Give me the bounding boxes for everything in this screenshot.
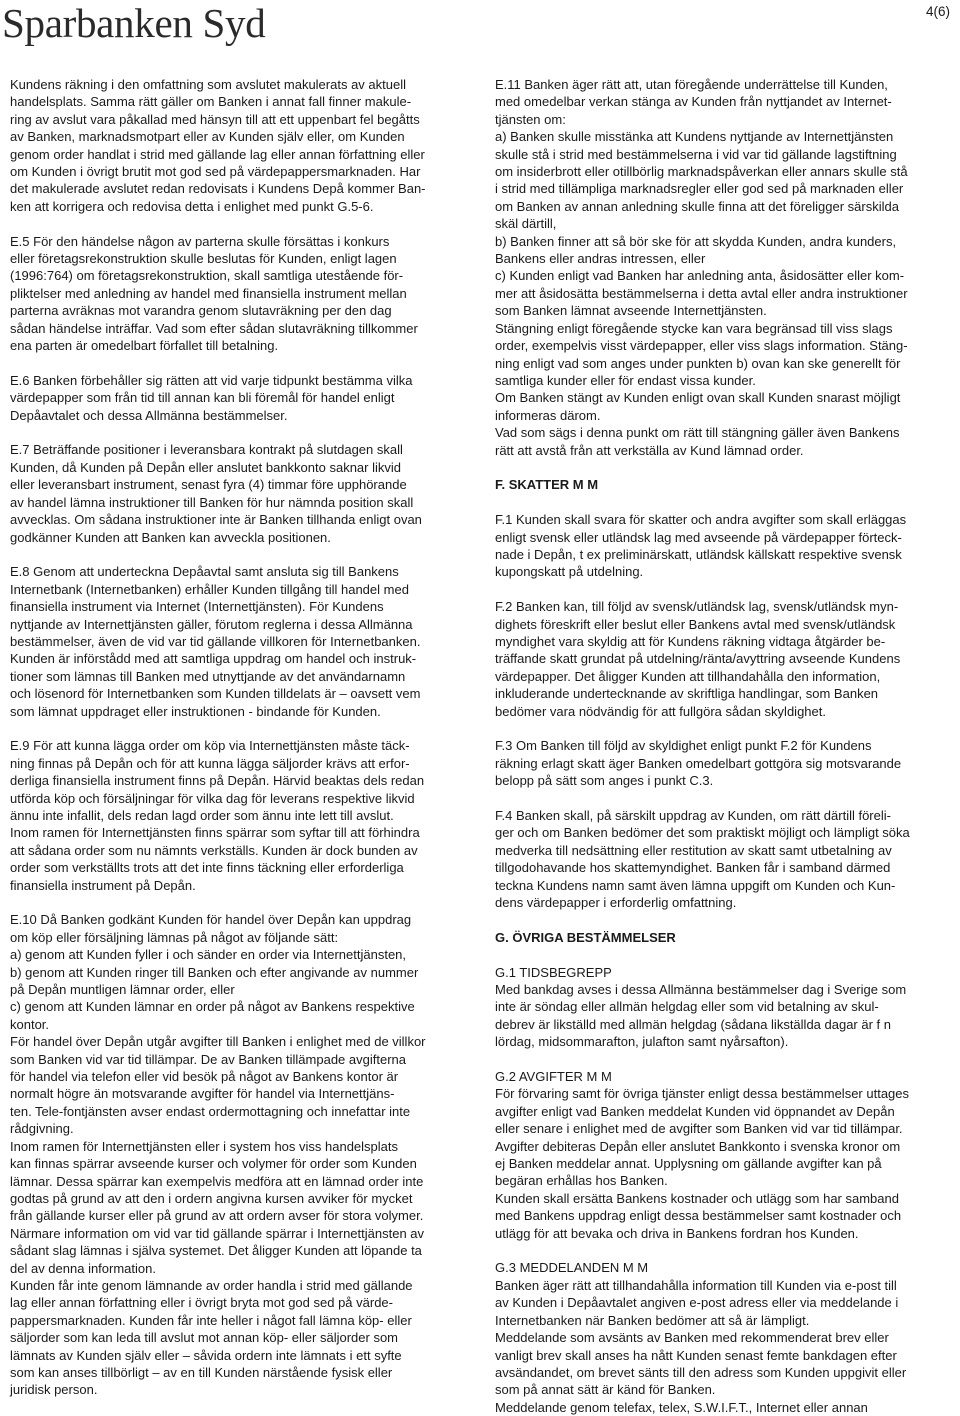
text-line: avsändandet, om brevet sänts till den adress som Kunden uppgivit eller xyxy=(495,1364,907,1380)
text-line: bedömer vara nödvändig för att fullgöra sådan skyldighet. xyxy=(495,703,826,719)
page-number: 4(6) xyxy=(925,4,950,19)
text-line: som Banken vid var tid tillämpar. De av Banken tillämpade avgifterna xyxy=(10,1051,406,1067)
text-line: del av denna information. xyxy=(10,1260,156,1276)
text-line: värdepapper. Det åligger Kunden att tillhandahålla den information, xyxy=(495,668,881,684)
text-line: som lämnat uppdraget eller instruktionen - bindande för Kunden. xyxy=(10,703,381,719)
text-line: avvecklas. Om sådana instruktioner inte är Banken tillhanda enligt ovan xyxy=(10,512,422,528)
text-line: Kundens räkning i den omfattning som avslutet makulerats av aktuell xyxy=(10,77,406,92)
text-line: och lösenord för Internetbanken som Kunden tilldelats är – oavsett vem xyxy=(10,686,421,702)
brand-logo: Sparbanken Syd xyxy=(2,0,266,46)
text-line: pliktelser med anledning av handel med finansiella instrument mellan xyxy=(10,285,407,301)
paragraph xyxy=(10,441,472,545)
text-line: belopp på sätt som anges i punkt C.3. xyxy=(495,773,714,789)
text-line: avgifter enligt vad Banken meddelat Kunden vid öppnandet av Depån xyxy=(495,1103,895,1119)
text-line: det makulerade avslutet redan redovisats i Kundens Depå kommer Ban- xyxy=(10,181,426,197)
text-line: kan finnas spärrar avseende kurser och volymer för order som Kunden xyxy=(10,1156,417,1172)
text-line: mer att åsidosätta bestämmelserna i detta avtal eller andra instruktioner xyxy=(495,285,908,301)
section-heading xyxy=(495,929,957,946)
text-line: (1996:764) om företagsrekonstruktion, skall samtliga utestående för- xyxy=(10,268,404,284)
text-line: c) Kunden enligt vad Banken har anledning anta, åsidosätter eller kom- xyxy=(495,268,905,284)
text-line: teckna Kundens namn samt även lämna uppgift om Kunden och Kun- xyxy=(495,877,896,893)
text-line: parterna avräknas mot varandra genom slutavräkning per den dag xyxy=(10,303,392,319)
paragraph xyxy=(495,76,957,459)
text-line: b) genom att Kunden ringer till Banken och efter angivande av nummer xyxy=(10,964,419,980)
text-line: Meddelande som avsänts av Banken med rekommenderat brev eller xyxy=(495,1330,889,1346)
text-line: order som verkställts trots att det inte finns täckning eller erforderliga xyxy=(10,860,404,876)
paragraph-gap xyxy=(10,546,472,563)
text-line: E.9 För att kunna lägga order om köp via Internettjänsten måste täck- xyxy=(10,738,410,754)
text-line: av handel lämna instruktioner till Banken för hur nämnda position skall xyxy=(10,494,414,510)
text-line: samtliga kunder eller för endast vissa kunder. xyxy=(495,372,756,388)
paragraph-gap xyxy=(10,720,472,737)
text-line: E.7 Beträffande positioner i leveransbara kontrakt på slutdagen skall xyxy=(10,442,403,458)
text-line: G.1 TIDSBEGREPP xyxy=(495,964,612,980)
text-line: handelsplats. Samma rätt gäller om Banken i annat fall finner makule- xyxy=(10,94,412,110)
text-line: F.1 Kunden skall svara för skatter och andra avgifter som skall erläggas xyxy=(495,512,907,528)
paragraph xyxy=(10,911,472,1398)
text-line: räkning erlagt skatt äger Banken omedelbart gottgöra sig motsvarande xyxy=(495,755,902,771)
text-line: pappersmarknaden. Kunden får inte heller i något fall lämna köp- eller xyxy=(10,1312,412,1328)
text-line: Stängning enligt föregående stycke kan vara begränsad till viss slags xyxy=(495,320,893,336)
text-line: ning finnas på Depån och för att kunna lägga säljorder krävs att erfor- xyxy=(10,755,410,771)
text-line: Med bankdag avses i dessa Allmänna bestämmelser dag i Sverige som xyxy=(495,982,907,998)
text-line: ten. Tele-fontjänsten avser endast ordermottagning och innefattar inte xyxy=(10,1103,411,1119)
text-line: G.2 AVGIFTER M M xyxy=(495,1069,612,1085)
text-line: utförda köp och försäljningar för vilka dag för leverans respektive likvid xyxy=(10,790,415,806)
text-line: med omedelbar verkan stänga av Kunden från nyttjandet av Internet- xyxy=(495,94,892,110)
text-line: lämnats av Kunden själv eller – såvida ordern inte lämnats i ett syfte xyxy=(10,1347,402,1363)
text-line: rätt att avstå från att verkställa av Kund lämnad order. xyxy=(495,442,804,458)
text-line: genom order handlat i strid med gällande lag eller annan författning eller xyxy=(10,146,425,162)
text-line: träffande skatt grundat på utdelning/ränta/avyttring avseende Kundens xyxy=(495,651,901,667)
paragraph-gap xyxy=(495,790,957,807)
text-line: E.10 Då Banken godkänt Kunden för handel över Depån kan uppdrag xyxy=(10,912,412,928)
paragraph xyxy=(495,511,957,581)
text-line: order, exempelvis visst värdepapper, eller viss slags information. Stäng- xyxy=(495,338,908,354)
text-line: Om Banken stängt av Kunden enligt ovan skall Kunden snarast möjligt xyxy=(495,390,901,406)
text-line: F. SKATTER M M xyxy=(495,477,599,493)
text-line: ger och om Banken bedömer det som praktiskt möjligt och lämpligt söka xyxy=(495,825,910,841)
paragraph-gap xyxy=(495,494,957,511)
text-line: som Banken lämnat avseende Internettjänsten. xyxy=(495,303,767,319)
text-line: dighets föreskrift eller beslut eller Bankens avtal med svensk/utländsk xyxy=(495,616,896,632)
text-line: b) Banken finner att så bör ske för att skydda Kunden, andra kunders, xyxy=(495,233,897,249)
text-line: för handel via telefon eller vid besök på något av Bankens kontor är xyxy=(10,1069,399,1085)
text-line: F.4 Banken skall, på särskilt uppdrag av Kunden, om rätt därtill föreli- xyxy=(495,807,891,823)
right-column xyxy=(495,76,957,1416)
text-line: med Bankens uppdrag enligt dessa bestämmelser samt kostnader och xyxy=(495,1208,902,1224)
paragraph-gap xyxy=(495,720,957,737)
text-line: ej Banken meddelar annat. Upplysning om gällande avgifter kan på xyxy=(495,1156,882,1172)
text-line: Internetbank (Internetbanken) erhåller Kunden tillgång till handel med xyxy=(10,581,409,597)
text-line: lag eller annan författning eller i övrigt bryta mot god sed på värde- xyxy=(10,1295,393,1311)
text-line: Avgifter debiteras Depån eller anslutet Bankkonto i svenska kronor om xyxy=(495,1138,901,1154)
text-line: av Banken, marknadsmotpart eller av Kunden själv eller, om Kunden xyxy=(10,129,405,145)
text-line: derliga finansiella instrument finns på Depån. Härvid beaktas dels redan xyxy=(10,773,425,789)
text-line: Inom ramen för Internettjänsten finns spärrar som syftar till att förhindra xyxy=(10,825,420,841)
paragraph xyxy=(10,737,472,894)
text-line: eller företagsrekonstruktion skulle beslutas för Kunden, enligt lagen xyxy=(10,251,397,267)
text-line: Inom ramen för Internettjänsten eller i system hos viss handelsplats xyxy=(10,1138,399,1154)
text-line: normalt högre än motsvarande avgifter för handel via Internettjäns- xyxy=(10,1086,395,1102)
text-line: kupongskatt på utdelning. xyxy=(495,564,644,580)
text-line: Bankens eller andras intressen, eller xyxy=(495,251,706,267)
text-line: säljorder som kan leda till avslut mot annan köp- eller säljorder som xyxy=(10,1330,399,1346)
text-line: i strid med tillämpliga marknadsregler eller god sed på marknaden eller xyxy=(495,181,904,197)
text-line: Närmare information om vid var tid gällande spärrar i Internettjänsten av xyxy=(10,1225,425,1241)
paragraph xyxy=(495,1068,957,1242)
paragraph-gap xyxy=(10,424,472,441)
text-line: a) genom att Kunden fyller i och sänder en order via Internettjänsten, xyxy=(10,947,407,963)
text-line: ning enligt vad som anges under punkten b) ovan kan ske generellt för xyxy=(495,355,901,371)
left-column xyxy=(10,76,472,1399)
text-line: medverka till nedsättning eller restitution av skatt samt utbetalning av xyxy=(495,842,892,858)
text-line: finansiella instrument via Internet (Internettjänsten). För Kundens xyxy=(10,599,384,615)
page-header xyxy=(0,0,960,50)
text-line: lördag, midsommarafton, julafton samt nyårsafton). xyxy=(495,1034,789,1050)
text-line: För handel över Depån utgår avgifter till Banken i enlighet med de villkor xyxy=(10,1034,426,1050)
paragraph-gap xyxy=(10,215,472,232)
text-line: inte är söndag eller allmän helgdag eller som vid betalning av skul- xyxy=(495,999,879,1015)
text-line: lämnar. Dessa spärrar kan exempelvis medföra att en lämnad order inte xyxy=(10,1173,424,1189)
text-line: ken att korrigera och redovisa detta i enlighet med punkt G.5-6. xyxy=(10,198,374,214)
text-line: nade i Depån, t ex preliminärskatt, utländsk källskatt respektive svensk xyxy=(495,546,902,562)
paragraph-gap xyxy=(495,1051,957,1068)
text-line: enligt svensk eller utländsk lag med avseende på värdepapper förteck- xyxy=(495,529,902,545)
text-line: Kunden är införstådd med att samtliga uppdrag om handel och instruk- xyxy=(10,651,417,667)
text-line: Depåavtalet och dessa Allmänna bestämmelser. xyxy=(10,407,288,423)
paragraph xyxy=(495,807,957,911)
text-line: E.8 Genom att underteckna Depåavtal samt ansluta sig till Bankens xyxy=(10,564,399,580)
text-line: av Kunden i Depåavtalet angiven e-post adress eller via meddelande i xyxy=(495,1295,899,1311)
text-line: Banken äger rätt att tillhandahålla information till Kunden via e-post till xyxy=(495,1277,897,1293)
text-line: skäl därtill, xyxy=(495,216,557,232)
text-line: som på annat sätt är känd för Banken. xyxy=(495,1382,716,1398)
text-line: kontor. xyxy=(10,1016,50,1032)
text-line: F.2 Banken kan, till följd av svensk/utländsk lag, svensk/utländsk myn- xyxy=(495,599,899,615)
paragraph-gap xyxy=(10,894,472,911)
paragraph-gap xyxy=(495,911,957,928)
paragraph xyxy=(10,76,472,215)
paragraph xyxy=(495,1259,957,1416)
text-line: E.5 För den händelse någon av parterna skulle försättas i konkurs xyxy=(10,233,390,249)
text-line: att sådana order som nu nämnts verkställs. Kunden är dock bunden av xyxy=(10,842,418,858)
paragraph xyxy=(10,563,472,720)
text-line: För förvaring samt för övriga tjänster enligt dessa bestämmelser uttages xyxy=(495,1086,910,1102)
text-line: tillgodohavande hos skattemyndighet. Banken får i samband därmed xyxy=(495,860,891,876)
text-line: Vad som sägs i denna punkt om rätt till stängning gäller även Bankens xyxy=(495,425,900,441)
paragraph xyxy=(495,598,957,720)
text-line: från gällande kurser eller på grund av att ordern avser för stora volymer. xyxy=(10,1208,424,1224)
text-line: E.11 Banken äger rätt att, utan föregående underrättelse till Kunden, xyxy=(495,77,888,92)
text-line: tioner som lämnas till Banken med utnyttjande av det användarnamn xyxy=(10,668,406,684)
paragraph xyxy=(10,233,472,355)
paragraph xyxy=(10,372,472,424)
text-line: Meddelande genom telefax, telex, S.W.I.F.T., Internet eller annan xyxy=(495,1399,868,1415)
text-line: nyttjande av Internettjänsten gäller, förutom reglerna i dessa Allmänna xyxy=(10,616,413,632)
text-line: som kan anses tillbörligt – av en till Kunden närstående fysisk eller xyxy=(10,1364,393,1380)
text-line: godkänner Kunden att Banken kan avveckla positionen. xyxy=(10,529,331,545)
paragraph-gap xyxy=(495,1242,957,1259)
text-line: rådgivning. xyxy=(10,1121,74,1137)
text-line: godtas på grund av att den i ordern angivna kursen avviker för mycket xyxy=(10,1190,413,1206)
text-line: F.3 Om Banken till följd av skyldighet enligt punkt F.2 för Kundens xyxy=(495,738,872,754)
text-line: skulle stå i strid med bestämmelserna i vid var tid gällande lagstiftning xyxy=(495,146,897,162)
paragraph-gap xyxy=(495,946,957,963)
text-line: sådant slag lämnas i själva systemet. Det åligger Kunden att löpande ta xyxy=(10,1243,422,1259)
text-line: Kunden får inte genom lämnande av order handla i strid med gällande xyxy=(10,1277,413,1293)
text-line: om Banken av annan anledning skulle finna att det föreligger särskilda xyxy=(495,198,899,214)
text-line: G.3 MEDDELANDEN M M xyxy=(495,1260,649,1276)
paragraph xyxy=(495,964,957,1051)
section-heading xyxy=(495,476,957,493)
text-line: Internetbanken när Banken bedömer att så är lämpligt. xyxy=(495,1312,810,1328)
text-line: finansiella instrument på Depån. xyxy=(10,877,196,893)
text-line: om insiderbrott eller otillbörlig marknadspåverkan eller annars skulle stå xyxy=(495,164,908,180)
text-line: ring av avslut vara påkallad med hänsyn till att ett uppenbart fel begåtts xyxy=(10,111,420,127)
text-line: Kunden skall ersätta Bankens kostnader och utlägg som har samband xyxy=(495,1190,899,1206)
paragraph-gap xyxy=(495,459,957,476)
text-line: c) genom att Kunden lämnar en order på något av Bankens respektive xyxy=(10,999,415,1015)
text-line: tjänsten om: xyxy=(495,111,566,127)
text-line: debrev är likställd med allmän helgdag (sådana likställda dagar är f n xyxy=(495,1016,891,1032)
text-line: ännu inte infallit, dels redan lagd order som ännu inte lett till avslut. xyxy=(10,807,394,823)
text-line: vanligt brev skall anses ha nått Kunden senast femte bankdagen efter xyxy=(495,1347,897,1363)
text-line: om köp eller försäljning lämnas på något av följande sätt: xyxy=(10,929,339,945)
text-line: ena parten är omedelbart förfallet till betalning. xyxy=(10,338,279,354)
text-line: sådan händelse inträffar. Vad som efter sådan slutavräkning tillkommer xyxy=(10,320,418,336)
text-line: begäran erhållas hos Banken. xyxy=(495,1173,668,1189)
text-line: dens värdepapper i erforderlig omfattning. xyxy=(495,895,737,911)
paragraph xyxy=(495,737,957,789)
paragraph-gap xyxy=(495,581,957,598)
paragraph-gap xyxy=(10,354,472,371)
text-line: på Depån muntligen lämnar order, eller xyxy=(10,982,235,998)
text-line: a) Banken skulle misstänka att Kundens nyttjande av Internettjänsten xyxy=(495,129,894,145)
text-line: utlägg för att bevaka och driva in Bankens fordran hos Kunden. xyxy=(495,1225,859,1241)
text-line: myndighet vara skyldig att för Kundens räkning vidtaga åtgärder be- xyxy=(495,633,886,649)
text-line: G. ÖVRIGA BESTÄMMELSER xyxy=(495,929,676,945)
text-line: juridisk person. xyxy=(10,1382,98,1398)
text-line: inkluderande undertecknande av skriftliga handlingar, som Banken xyxy=(495,686,879,702)
text-line: om Kunden i övrigt brutit mot god sed på värdepappersmarknaden. Har xyxy=(10,164,421,180)
text-line: Kunden, då Kunden på Depån eller anslutet bankkonto saknar likvid xyxy=(10,459,401,475)
text-line: eller leveransbart instrument, senast fyra (4) timmar före upphörande xyxy=(10,477,407,493)
text-line: bestämmelser, även de vid var tid gällande villkoren för Internetbanken. xyxy=(10,633,421,649)
text-line: E.6 Banken förbehåller sig rätten att vid varje tidpunkt bestämma vilka xyxy=(10,372,413,388)
text-line: värdepapper som från tid till annan kan bli föremål för handel enligt xyxy=(10,390,395,406)
text-line: eller senare i enlighet med de avgifter som Banken vid var tid tillämpar. xyxy=(495,1121,903,1137)
text-line: informeras därom. xyxy=(495,407,601,423)
